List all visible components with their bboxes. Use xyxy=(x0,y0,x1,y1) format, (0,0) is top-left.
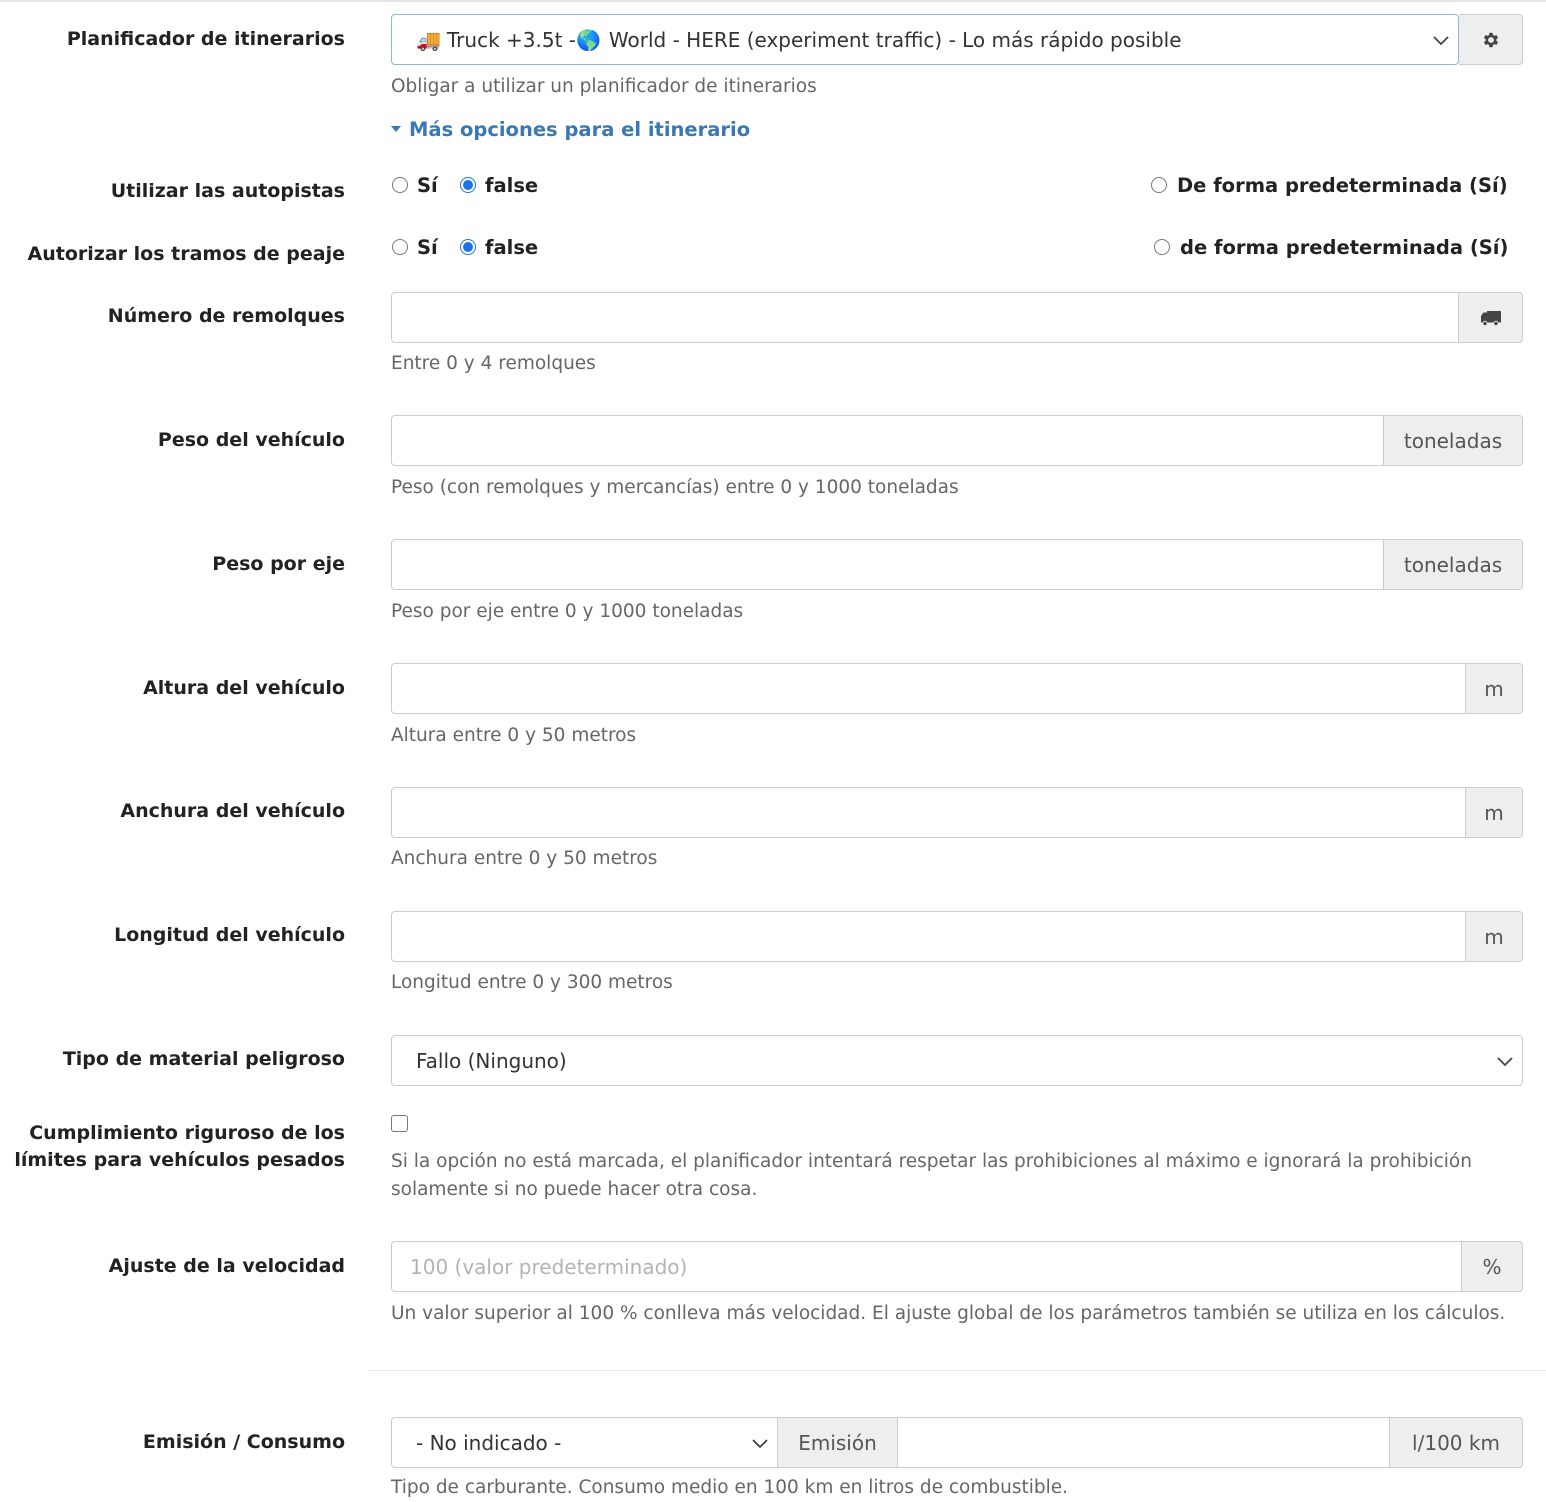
strict-label-line1: Cumplimiento riguroso de los xyxy=(29,1122,345,1144)
gear-icon xyxy=(1481,30,1501,50)
length-help: Longitud entre 0 y 300 metros xyxy=(391,972,673,993)
emission-help: Tipo de carburante. Consumo medio en 100 km en litros de combustible. xyxy=(391,1477,1069,1498)
emission-addon: Emisión xyxy=(778,1418,898,1467)
hazmat-value: Fallo (Ninguno) xyxy=(416,1048,567,1073)
trailers-field-group xyxy=(391,292,1523,343)
highways-label: Utilizar las autopistas xyxy=(110,180,345,202)
tolls-label: Autorizar los tramos de peaje xyxy=(27,243,345,265)
height-field-group xyxy=(391,663,1523,714)
highways-default-label: De forma predeterminada (Sí) xyxy=(1177,174,1508,197)
truck-emoji: 🚚 xyxy=(416,27,441,52)
length-field-group xyxy=(391,911,1523,962)
tolls-radio-group xyxy=(391,236,1511,266)
tolls-radio-yes[interactable] xyxy=(392,239,408,255)
route-planner-settings-button[interactable] xyxy=(1459,14,1523,65)
trailers-addon xyxy=(1458,293,1522,342)
axle-weight-unit: toneladas xyxy=(1383,540,1522,589)
chevron-down-icon xyxy=(1432,31,1450,49)
section-divider xyxy=(368,1370,1546,1371)
route-planner-value-1: Truck +3.5t - xyxy=(446,27,576,52)
axle-weight-field-group xyxy=(391,539,1523,590)
weight-label: Peso del vehículo xyxy=(157,429,345,451)
height-label: Altura del vehículo xyxy=(143,677,345,699)
strict-label-line2: límites para vehículos pesados xyxy=(14,1149,345,1171)
hazmat-select[interactable] xyxy=(391,1035,1523,1086)
route-planner-help: Obligar a utilizar un planificador de itinerarios xyxy=(391,76,817,97)
emission-field-group xyxy=(777,1417,1523,1468)
strict-help: Si la opción no está marcada, el planificador intentará respetar las prohibiciones al máximo e ignorará la prohibición solamente si no puede hacer otra cosa. xyxy=(391,1151,1472,1200)
height-help: Altura entre 0 y 50 metros xyxy=(391,725,637,746)
tolls-no-label: false xyxy=(485,236,539,259)
weight-unit: toneladas xyxy=(1383,416,1522,465)
highways-radio-group xyxy=(391,174,1511,204)
trailers-label: Número de remolques xyxy=(107,305,345,327)
width-help: Anchura entre 0 y 50 metros xyxy=(391,848,658,869)
chevron-down-icon xyxy=(751,1434,769,1452)
axle-weight-help: Peso por eje entre 0 y 1000 toneladas xyxy=(391,601,744,622)
truck-icon xyxy=(1480,310,1502,326)
speed-label: Ajuste de la velocidad xyxy=(108,1255,345,1277)
axle-weight-label: Peso por eje xyxy=(212,553,345,575)
emission-label: Emisión / Consumo xyxy=(142,1431,345,1453)
highways-yes-label: Sí xyxy=(417,174,438,197)
emission-type-select[interactable] xyxy=(391,1417,778,1468)
more-options-label: Más opciones para el itinerario xyxy=(409,118,751,141)
highways-radio-yes[interactable] xyxy=(392,177,408,193)
trailers-input[interactable] xyxy=(392,293,1458,342)
emission-unit: l/100 km xyxy=(1389,1418,1522,1467)
strict-checkbox[interactable] xyxy=(391,1115,408,1132)
route-planner-value-2: World - HERE (experiment traffic) - Lo más rápido posible xyxy=(608,27,1182,52)
more-options-link[interactable] xyxy=(391,116,750,143)
route-planner-label: Planificador de itinerarios xyxy=(66,28,345,50)
width-unit: m xyxy=(1465,788,1522,837)
emission-input[interactable] xyxy=(898,1418,1389,1467)
height-unit: m xyxy=(1465,664,1522,713)
tolls-radio-default[interactable] xyxy=(1154,239,1170,255)
speed-input[interactable] xyxy=(392,1242,1461,1291)
top-border xyxy=(0,0,1546,2)
width-input[interactable] xyxy=(392,788,1465,837)
length-label: Longitud del vehículo xyxy=(114,924,345,946)
hazmat-label: Tipo de material peligroso xyxy=(62,1048,345,1070)
globe-emoji: 🌎 xyxy=(576,27,601,52)
highways-no-label: false xyxy=(485,174,539,197)
length-input[interactable] xyxy=(392,912,1465,961)
trailers-help: Entre 0 y 4 remolques xyxy=(391,353,596,374)
highways-radio-no[interactable] xyxy=(460,177,476,193)
caret-down-icon xyxy=(391,126,401,132)
chevron-down-icon xyxy=(1496,1052,1514,1070)
weight-help: Peso (con remolques y mercancías) entre 0 y 1000 toneladas xyxy=(391,477,959,498)
width-label: Anchura del vehículo xyxy=(120,800,345,822)
tolls-yes-label: Sí xyxy=(417,236,438,259)
highways-radio-default[interactable] xyxy=(1151,177,1167,193)
tolls-default-label: de forma predeterminada (Sí) xyxy=(1180,236,1509,259)
weight-field-group xyxy=(391,415,1523,466)
tolls-radio-no[interactable] xyxy=(460,239,476,255)
speed-help: Un valor superior al 100 % conlleva más velocidad. El ajuste global de los parámetros también se utiliza en los cálculos. xyxy=(391,1303,1506,1324)
speed-field-group xyxy=(391,1241,1523,1292)
speed-unit: % xyxy=(1461,1242,1522,1291)
width-field-group xyxy=(391,787,1523,838)
emission-type-value: - No indicado - xyxy=(416,1430,562,1455)
height-input[interactable] xyxy=(392,664,1465,713)
route-planner-select[interactable] xyxy=(391,14,1459,65)
axle-weight-input[interactable] xyxy=(392,540,1383,589)
weight-input[interactable] xyxy=(392,416,1383,465)
length-unit: m xyxy=(1465,912,1522,961)
